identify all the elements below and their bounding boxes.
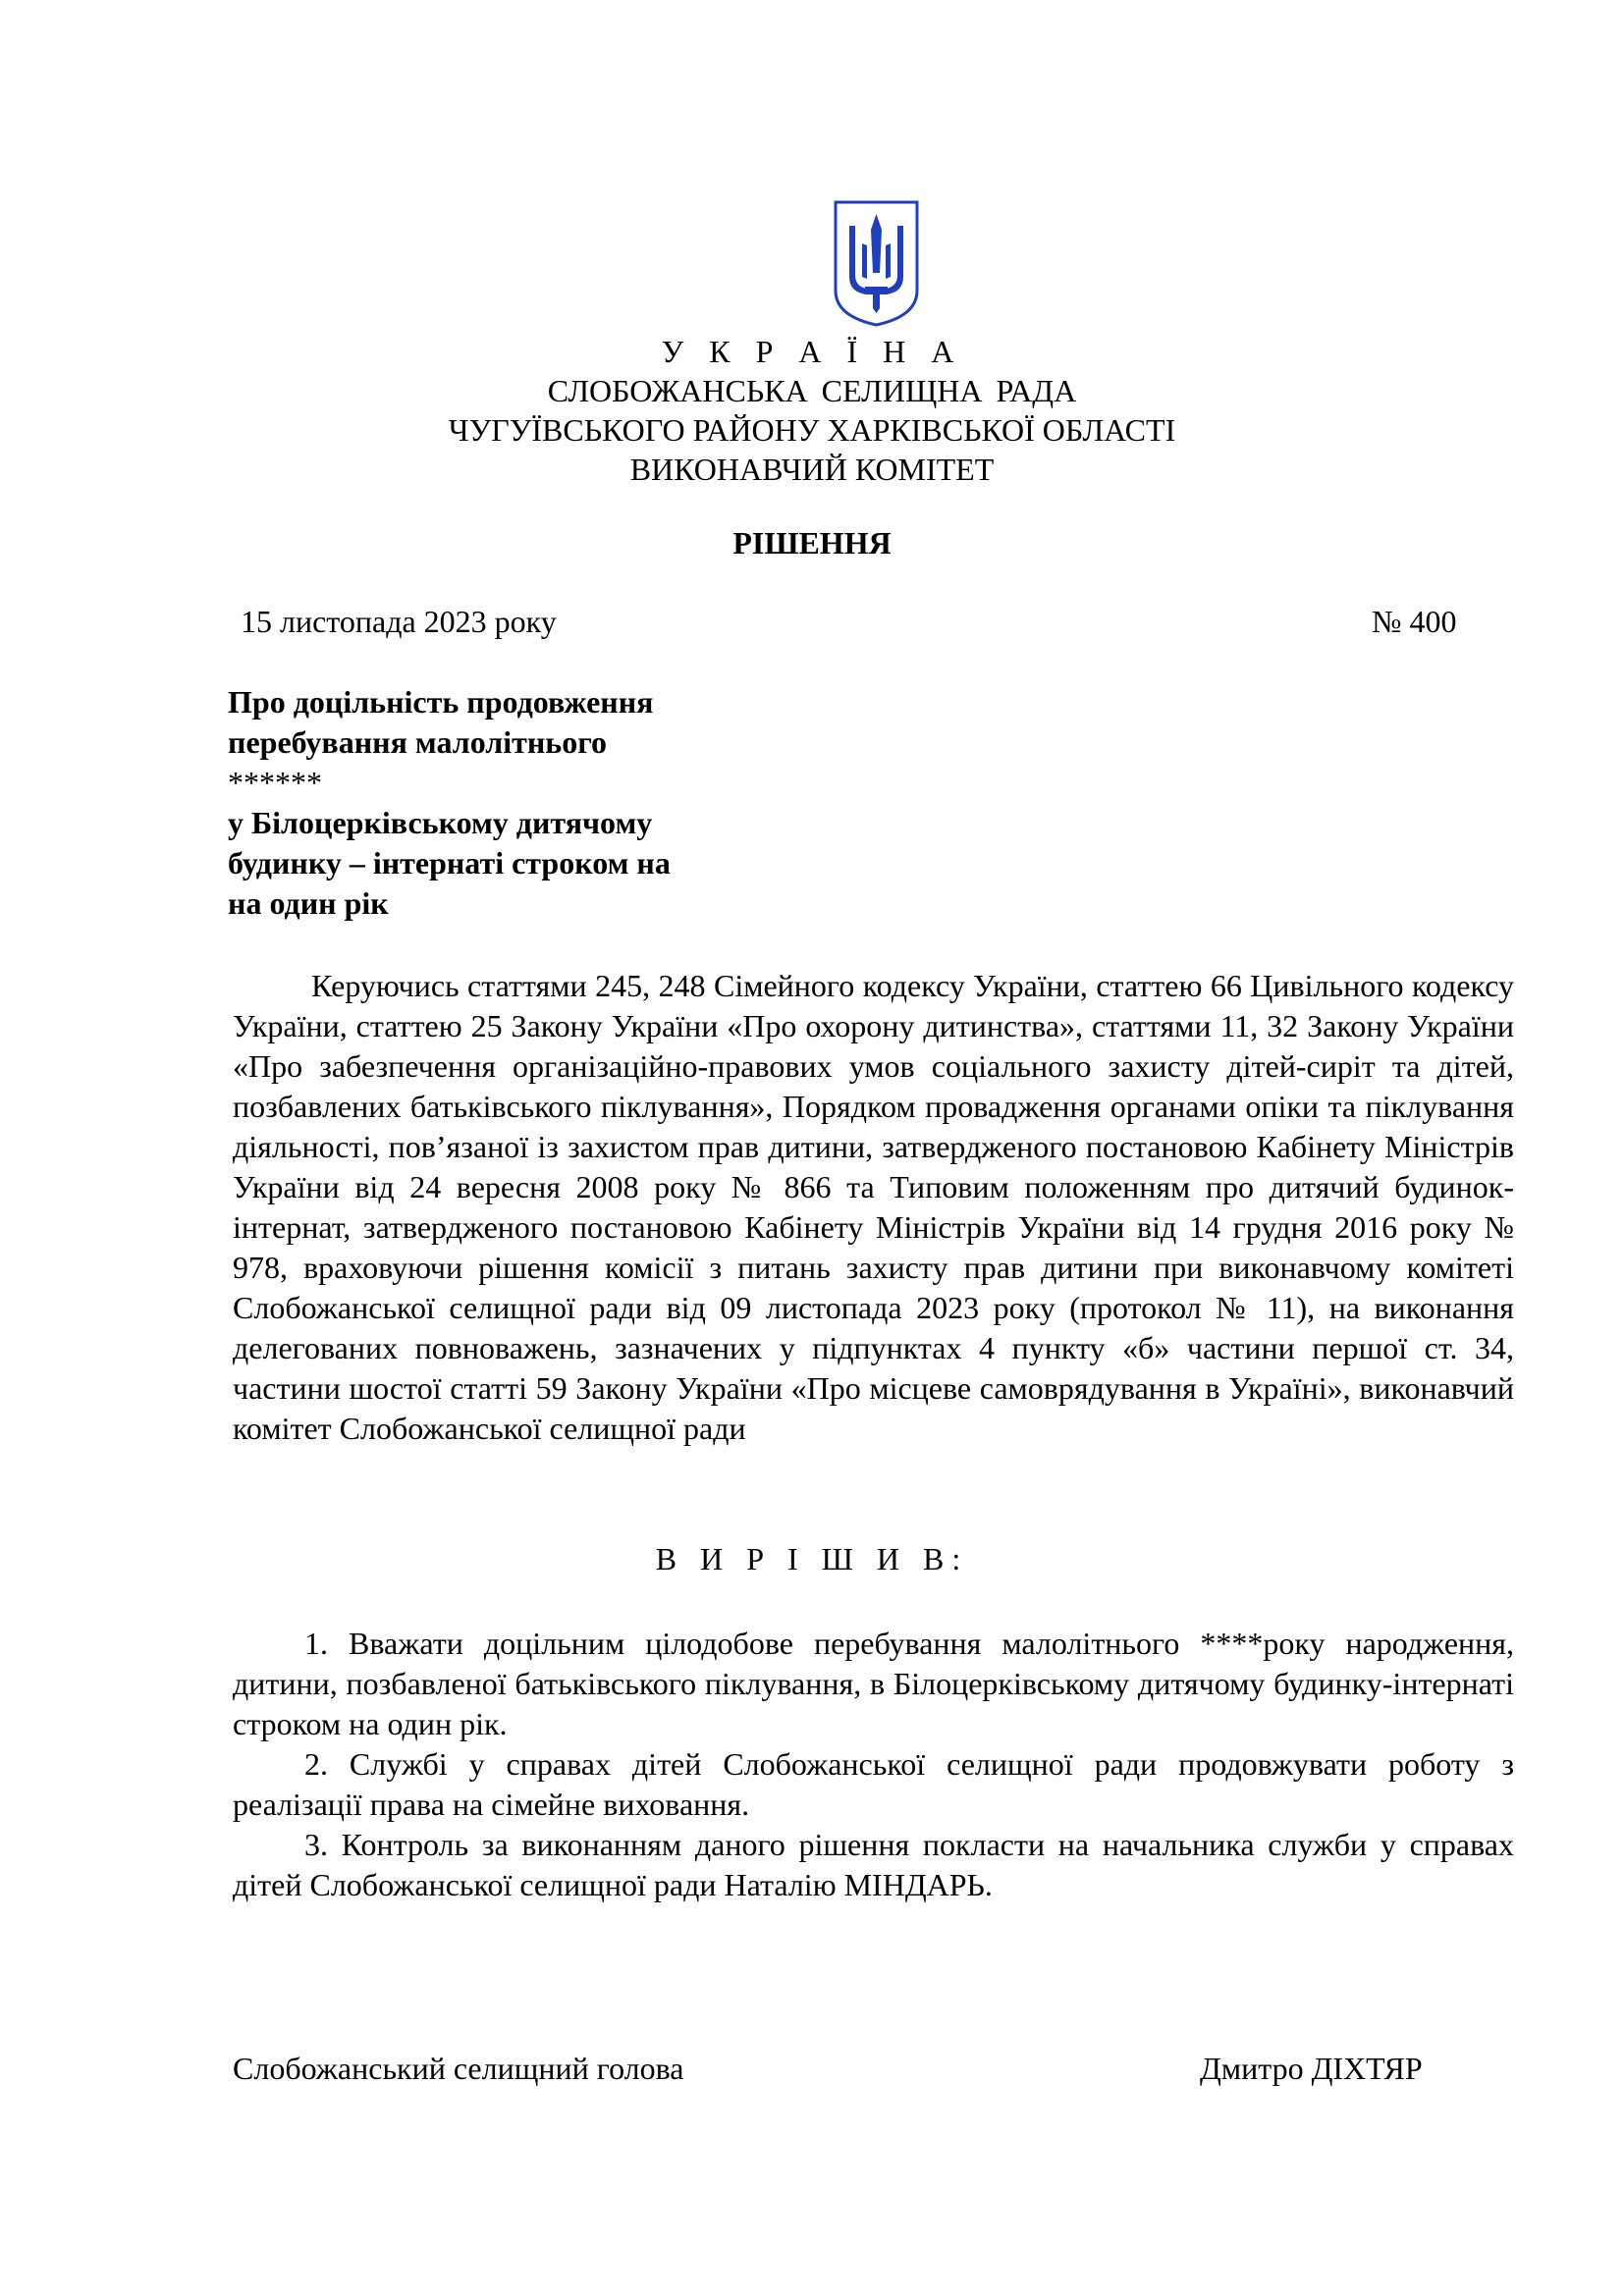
- subject-line: на один рік: [228, 885, 389, 921]
- signatory-name: Дмитро ДІХТЯР: [1200, 2051, 1423, 2086]
- resolved-heading: В И Р І Ш И В:: [655, 1541, 969, 1576]
- coat-of-arms-icon: [830, 196, 923, 329]
- decision-date: 15 листопада 2023 року: [241, 604, 557, 639]
- signatory-title: Слобожанський селищний голова: [233, 2051, 684, 2086]
- resolution-item: 1. Вважати доцільним цілодобове перебування малолітнього ****року народження, дитини, позбавленої батьківського піклування, в Білоцерківському дитячому будинку-інтернаті строком на один рік.: [233, 1626, 1514, 1741]
- decision-title: РІШЕННЯ: [732, 525, 892, 561]
- subject-redacted-name: ******: [228, 765, 322, 800]
- resolution-item: 2. Службі у справах дітей Слобожанської селищної ради продовжувати роботу з реалізації права на сімейне виховання.: [233, 1746, 1514, 1822]
- header-country: У К Р А Ї Н А: [661, 334, 963, 369]
- subject-line: у Білоцерківському дитячому: [228, 805, 653, 840]
- header-committee: ВИКОНАВЧИЙ КОМІТЕТ: [629, 452, 995, 487]
- resolution-item: 3. Контроль за виконанням даного рішення покласти на начальника служби у справах дітей Слобожанської селищної ради Наталію МІНДАРЬ.: [233, 1827, 1514, 1902]
- resolution-items: [233, 1624, 1514, 1905]
- subject-line: будинку – інтернаті строком на: [228, 845, 671, 881]
- subject-line: перебування малолітнього: [228, 724, 607, 760]
- subject-line: Про доцільність продовження: [228, 684, 654, 720]
- header-district: ЧУГУЇВСЬКОГО РАЙОНУ ХАРКІВСЬКОЇ ОБЛАСТІ: [448, 412, 1176, 448]
- header-council: СЛОБОЖАНСЬКА СЕЛИЩНА РАДА: [547, 373, 1077, 408]
- decision-subject: [228, 682, 778, 924]
- preamble-paragraph: Керуючись статтями 245, 248 Сімейного кодексу України, статтею 66 Цивільного кодексу України, статтею 25 Закону України «Про охорону дитинства», статтями 11, 32 Закону України «Про забезпечення організаційно-правових умов соціального захисту дітей-сиріт та дітей, позбавлених батьківського піклування», Порядком провадження органами опіки та піклування діяльності, пов’язаної із захистом прав дитини, затвердженого постановою Кабінету Міністрів України від 24 вересня 2008 року № 866 та Типовим положенням про дитячий будинок-інтернат, затвердженого постановою Кабінету Міністрів України від 14 грудня 2016 року № 978, враховуючи рішення комісії з питань захисту прав дитини при виконавчому комітеті Слобожанської селищної ради від 09 листопада 2023 року (протокол № 11), на виконання делегованих повноважень, зазначених у підпунктах 4 пункту «б» частини першої ст. 34, частини шостої статті 59 Закону України «Про місцеве самоврядування в Україні», виконавчий комітет Слобожанської селищної ради: [233, 968, 1514, 1446]
- decision-number: № 400: [1372, 604, 1457, 639]
